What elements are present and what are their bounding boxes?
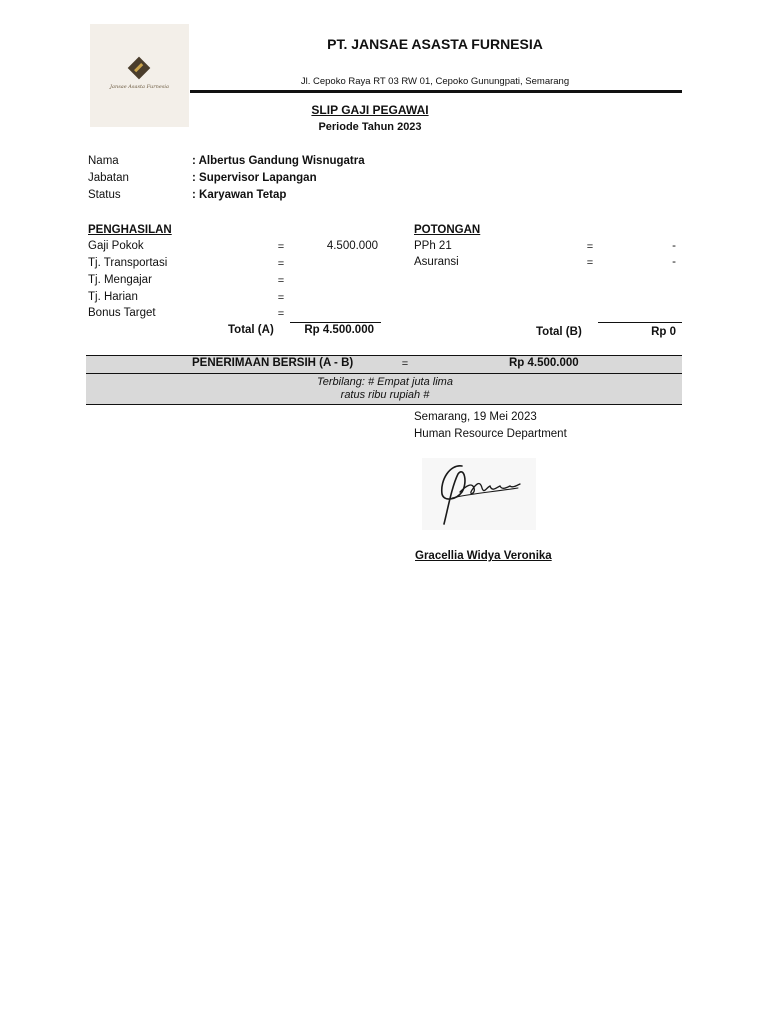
deduction-item-label: Asuransi — [414, 256, 459, 268]
deductions-heading: POTONGAN — [414, 224, 481, 236]
amount-in-words-line1: Terbilang: # Empat juta lima — [317, 376, 453, 388]
income-total-label: Total (A) — [228, 324, 274, 336]
income-item-eq: = — [277, 308, 285, 320]
deduction-item-value: - — [672, 256, 676, 268]
document-period: Periode Tahun 2023 — [318, 121, 422, 133]
position-value: : Supervisor Lapangan — [192, 172, 317, 184]
company-name: PT. JANSAE ASASTA FURNESIA — [327, 36, 543, 52]
deduction-item-value: - — [672, 240, 676, 252]
income-item-eq: = — [277, 241, 285, 253]
logo-text: Jansae Asasta Furnesia — [109, 84, 169, 90]
signature-department: Human Resource Department — [414, 428, 567, 440]
deduction-item-eq: = — [586, 241, 594, 253]
net-pay-divider — [86, 373, 682, 374]
income-item-label: Gaji Pokok — [88, 240, 144, 252]
net-pay-eq: = — [401, 358, 409, 370]
logo-mark-icon — [128, 57, 151, 80]
signatory-name: Gracellia Widya Veronika — [415, 550, 552, 562]
income-total-line — [290, 322, 381, 323]
position-label: Jabatan — [88, 172, 129, 184]
deduction-item-eq: = — [586, 257, 594, 269]
income-item-label: Tj. Mengajar — [88, 274, 152, 286]
income-item-eq: = — [277, 275, 285, 287]
income-item-label: Tj. Harian — [88, 291, 138, 303]
deduction-item-label: PPh 21 — [414, 240, 452, 252]
income-item-label: Bonus Target — [88, 307, 156, 319]
income-item-eq: = — [277, 292, 285, 304]
income-item-label: Tj. Transportasi — [88, 257, 168, 269]
company-logo — [90, 24, 189, 127]
income-total-value: Rp 4.500.000 — [304, 324, 374, 336]
document-title: SLIP GAJI PEGAWAI — [311, 103, 429, 117]
company-address: Jl. Cepoko Raya RT 03 RW 01, Cepoko Gunungpati, Semarang — [300, 76, 570, 87]
status-label: Status — [88, 189, 121, 201]
income-item-eq: = — [277, 258, 285, 270]
income-item-value: 4.500.000 — [326, 240, 378, 252]
deductions-total-value: Rp 0 — [651, 326, 676, 338]
name-value: : Albertus Gandung Wisnugatra — [192, 155, 365, 167]
deductions-total-label: Total (B) — [536, 326, 582, 338]
signature-place-date: Semarang, 19 Mei 2023 — [414, 411, 537, 423]
handwritten-signature — [422, 458, 536, 530]
amount-in-words-line2: ratus ribu rupiah # — [340, 389, 430, 401]
status-value: : Karyawan Tetap — [192, 189, 287, 201]
net-pay-value: Rp 4.500.000 — [509, 357, 579, 369]
header-divider — [190, 90, 682, 93]
deductions-total-line — [598, 322, 682, 323]
name-label: Nama — [88, 155, 119, 167]
income-heading: PENGHASILAN — [88, 224, 172, 236]
net-pay-label: PENERIMAAN BERSIH (A - B) — [192, 357, 354, 369]
